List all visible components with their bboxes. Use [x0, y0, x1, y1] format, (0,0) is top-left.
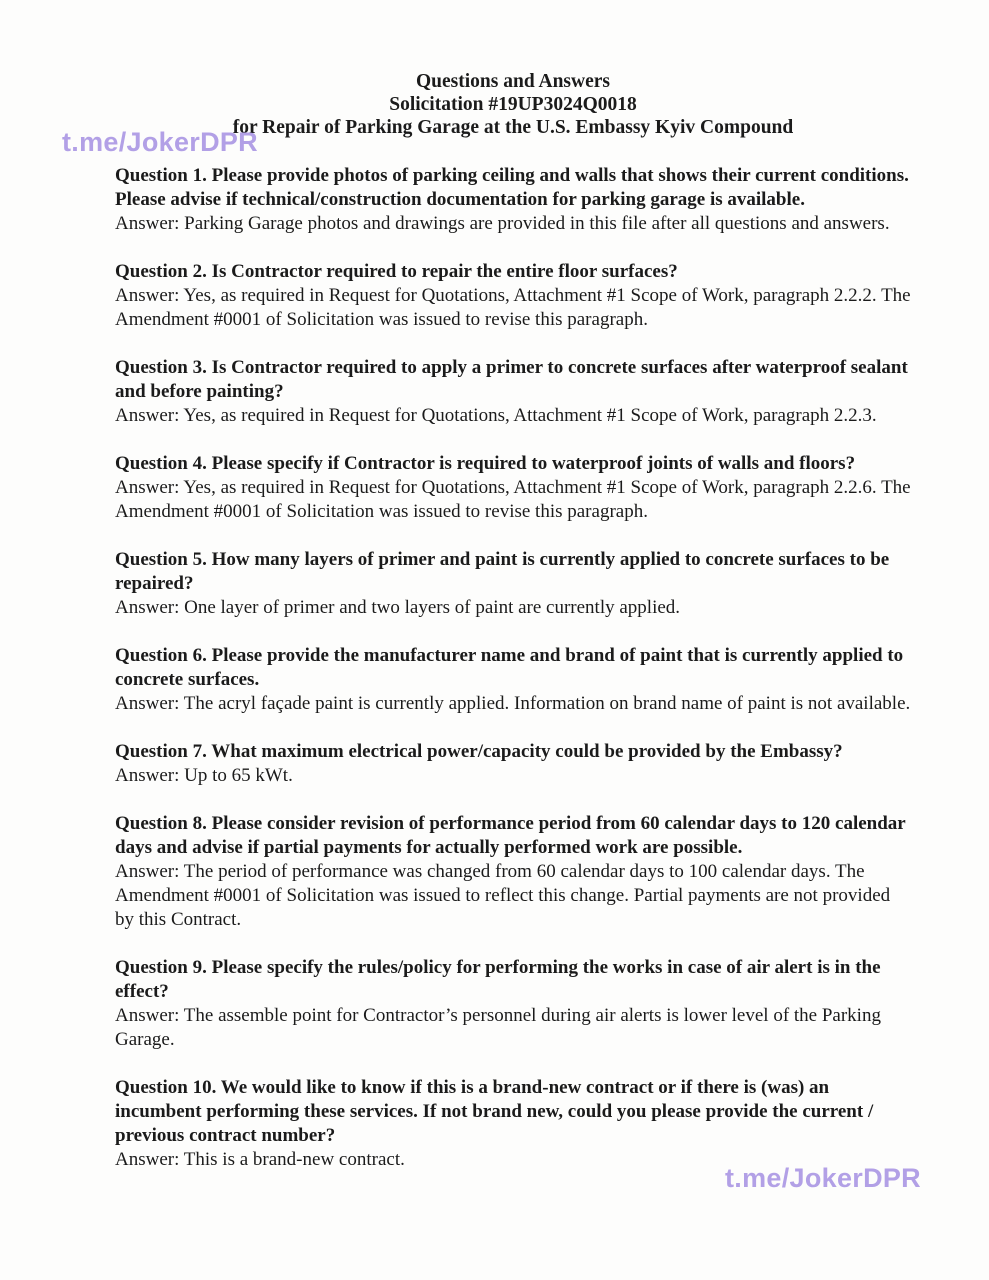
watermark-bottom: t.me/JokerDPR	[725, 1163, 921, 1193]
question-6: Question 6. Please provide the manufacturer name and brand of paint that is currently applied to concrete surfaces.	[115, 645, 904, 690]
question-5: Question 5. How many layers of primer and paint is currently applied to concrete surfaces to be repaired?	[115, 549, 890, 594]
question-1: Question 1. Please provide photos of parking ceiling and walls that shows their current conditions. Please advise if technical/construction documentation for parking garage is available.	[115, 165, 909, 210]
answer-2: Answer: Yes, as required in Request for Quotations, Attachment #1 Scope of Work, paragraph 2.2.2. The Amendment #0001 of Solicitation was issued to revise this paragraph.	[115, 285, 911, 330]
question-2: Question 2. Is Contractor required to repair the entire floor surfaces?	[115, 261, 678, 282]
qa-block-4	[115, 452, 911, 524]
answer-7: Answer: Up to 65 kWt.	[115, 765, 293, 786]
qa-block-5	[115, 548, 911, 620]
answer-1: Answer: Parking Garage photos and drawings are provided in this file after all questions and answers.	[115, 213, 890, 234]
question-7: Question 7. What maximum electrical power/capacity could be provided by the Embassy?	[115, 741, 843, 762]
answer-5: Answer: One layer of primer and two layers of paint are currently applied.	[115, 597, 681, 618]
question-4: Question 4. Please specify if Contractor is required to waterproof joints of walls and floors?	[115, 453, 856, 474]
qa-block-10	[115, 1076, 911, 1172]
answer-10: Answer: This is a brand-new contract.	[115, 1149, 405, 1170]
answer-6: Answer: The acryl façade paint is currently applied. Information on brand name of paint is not available.	[115, 693, 911, 714]
qa-block-1	[115, 164, 911, 236]
watermark-top: t.me/JokerDPR	[62, 127, 258, 157]
question-10: Question 10. We would like to know if this is a brand-new contract or if there is (was) an incumbent performing these services. If not brand new, could you please provide the current / previous contract number?	[115, 1077, 874, 1146]
question-3: Question 3. Is Contractor required to apply a primer to concrete surfaces after waterproof sealant and before painting?	[115, 357, 908, 402]
question-9: Question 9. Please specify the rules/policy for performing the works in case of air alert is in the effect?	[115, 957, 881, 1002]
qa-block-3	[115, 356, 911, 428]
question-8: Question 8. Please consider revision of performance period from 60 calendar days to 120 calendar days and advise if partial payments for actually performed work are possible.	[115, 813, 906, 858]
answer-9: Answer: The assemble point for Contractor’s personnel during air alerts is lower level of the Parking Garage.	[115, 1005, 881, 1050]
document-title-line-2: Solicitation #19UP3024Q0018	[389, 94, 637, 115]
answer-8: Answer: The period of performance was changed from 60 calendar days to 100 calendar days. The Amendment #0001 of Solicitation was issued to reflect this change. Partial payments are not provided by this Contract.	[115, 861, 891, 930]
qa-block-7	[115, 740, 911, 788]
qa-block-2	[115, 260, 911, 332]
qa-block-8	[115, 812, 911, 932]
qa-block-6	[115, 644, 911, 716]
document-title-line-1: Questions and Answers	[416, 71, 610, 92]
answer-4: Answer: Yes, as required in Request for Quotations, Attachment #1 Scope of Work, paragraph 2.2.6. The Amendment #0001 of Solicitation was issued to revise this paragraph.	[115, 477, 911, 522]
qa-list	[115, 164, 911, 1172]
answer-3: Answer: Yes, as required in Request for Quotations, Attachment #1 Scope of Work, paragraph 2.2.3.	[115, 405, 877, 426]
document-title-line-3: for Repair of Parking Garage at the U.S. Embassy Kyiv Compound	[232, 117, 794, 138]
qa-block-9	[115, 956, 911, 1052]
